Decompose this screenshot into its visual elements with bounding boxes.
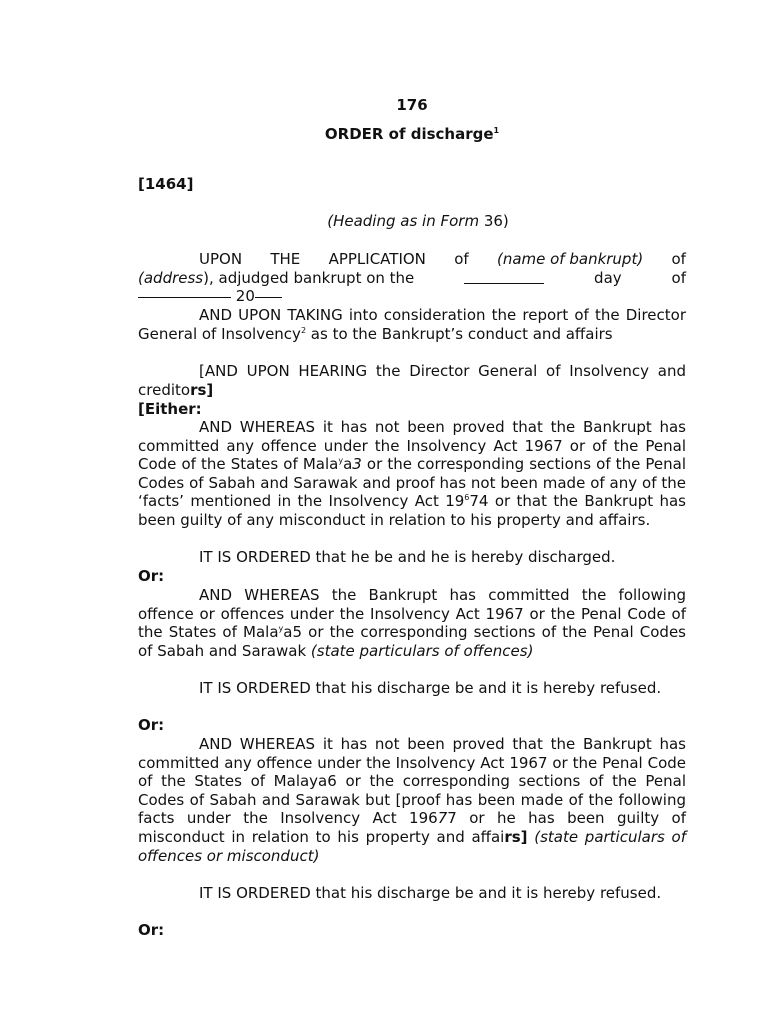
taking-paragraph: AND UPON TAKING into consideration the report of the Director General of Insolvency$^2$ as to the Bankrupt’s conduct and affairs (138, 306, 686, 343)
application-line-3: 20 (138, 287, 686, 306)
or-label-3: Or: (138, 921, 165, 939)
year-blank (255, 297, 282, 298)
hearing-paragraph: [AND UPON HEARING the Director General of Insolvency and creditors] (138, 362, 686, 399)
month-blank (138, 297, 231, 298)
footnote-ref: 1 (493, 126, 500, 135)
form-title-text: ORDER of discharge (324, 125, 494, 143)
or-paragraph-2: AND WHEREAS it has not been proved that the Bankrupt has committed any offence under the Insolvency Act 1967 or the Penal Code of the States of Malaya6 or the corresponding sections of the Penal Codes of Sabah and Sarawak but [proof has been made of the following facts under the Insolvency Act 19677 or he has been guilty of misconduct in relation to his property and affairs] (state particulars of offences or misconduct) (138, 735, 686, 865)
date-blank (464, 266, 544, 285)
application-line-2: (address), adjudged bankrupt on the day of (138, 269, 686, 288)
or-order-2: IT IS ORDERED that his discharge be and it is hereby refused. (199, 884, 662, 902)
or-label-1: Or: (138, 567, 165, 585)
or-label-2: Or: (138, 716, 165, 734)
heading-note-italic: (Heading as in Form (327, 212, 480, 230)
form-number: 176 (396, 96, 428, 114)
either-label: [Either: (138, 400, 202, 418)
form-title (138, 125, 686, 144)
application-paragraph (138, 250, 686, 306)
or-order-1: IT IS ORDERED that his discharge be and it is hereby refused. (199, 679, 662, 697)
either-order: IT IS ORDERED that he be and he is hereby discharged. (199, 548, 616, 566)
or-paragraph-1: AND WHEREAS the Bankrupt has committed the following offence or offences under the Insolvency Act 1967 or the Penal Code of the States of Mala$^y$a5 or the corresponding sections of the Penal Codes of Sabah and Sarawak (state particulars of offences) (138, 586, 686, 660)
name-of-bankrupt-placeholder: (name of bankrupt) (496, 250, 644, 268)
application-line-1: UPON THE APPLICATION of (name of bankrupt) of (199, 250, 686, 268)
heading-note-number: 36) (479, 212, 509, 230)
heading-note (138, 212, 692, 231)
either-paragraph: AND WHEREAS it has not been proved that the Bankrupt has committed any offence under the Insolvency Act 1967 or of the Penal Code of the States of Mala$^y$a3 or the corresponding sections of the Penal Codes of Sabah and Sarawak and proof has not been made of any of the ‘facts’ mentioned in the Insolvency Act $19^674$ or that the Bankrupt has been guilty of any misconduct in relation to his property and affairs. (138, 418, 686, 529)
form-reference: [1464] (138, 175, 194, 193)
